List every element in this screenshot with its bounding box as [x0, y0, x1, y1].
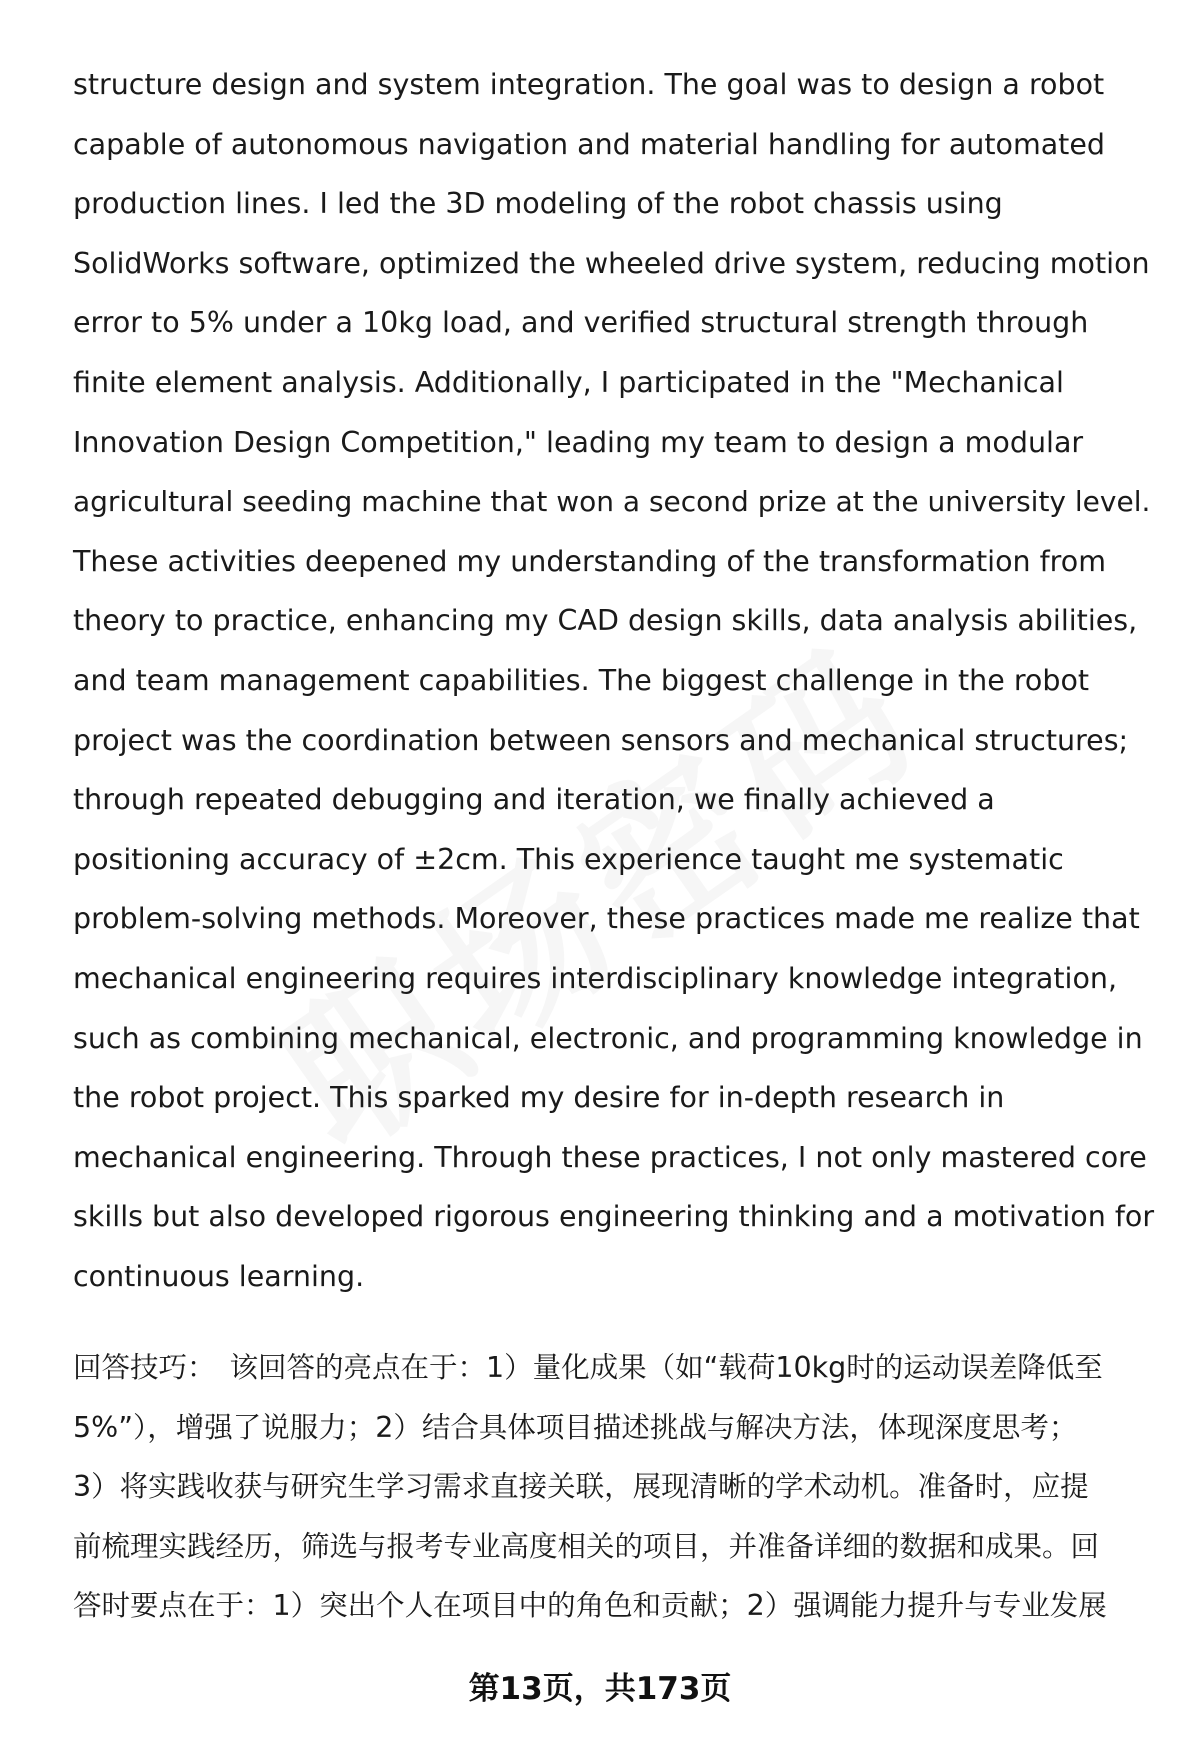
body-line: These activities deepened my understanding of the transformation from — [73, 544, 1106, 578]
body-line: problem-solving methods. Moreover, these practices made me realize that — [73, 902, 1140, 936]
tips-line: 5%”），增强了说服力；2）结合具体项目描述挑战与解决方法，体现深度思考； — [73, 1410, 1078, 1444]
body-line: through repeated debugging and iteration, we finally achieved a — [73, 783, 995, 817]
body-line: SolidWorks software, optimized the wheeled drive system, reducing motion — [73, 246, 1150, 280]
tips-line: 3）将实践收获与研究生学习需求直接关联，展现清晰的学术动机。准备时，应提 — [73, 1470, 1089, 1504]
body-line: Innovation Design Competition," leading my team to design a modular — [73, 425, 1084, 459]
tips-line: 答时要点在于：1）突出个人在项目中的角色和贡献；2）强调能力提升与专业发展 — [73, 1589, 1107, 1623]
body-line: error to 5% under a 10kg load, and verified structural strength through — [73, 306, 1089, 340]
body-line: positioning accuracy of ±2cm. This experience taught me systematic — [73, 842, 1064, 876]
body-line: production lines. I led the 3D modeling of the robot chassis using — [73, 187, 1003, 221]
body-line: skills but also developed rigorous engineering thinking and a motivation for — [73, 1200, 1155, 1234]
body-line: project was the coordination between sensors and mechanical structures; — [73, 723, 1129, 757]
body-line: finite element analysis. Additionally, I participated in the "Mechanical — [73, 365, 1064, 399]
body-line: mechanical engineering requires interdisciplinary knowledge integration, — [73, 961, 1118, 995]
answer-tips — [73, 1338, 1163, 1636]
tips-line — [73, 1338, 1163, 1398]
body-line: such as combining mechanical, electronic, and programming knowledge in — [73, 1021, 1143, 1055]
page-number: 第13页，共173页 — [468, 1671, 732, 1707]
tips-line: 前梳理实践经历，筛选与报考专业高度相关的项目，并准备详细的数据和成果。回 — [73, 1529, 1100, 1563]
body-line: and team management capabilities. The biggest challenge in the robot — [73, 663, 1090, 697]
body-line: continuous learning. — [73, 1259, 365, 1293]
body-line: agricultural seeding machine that won a second prize at the university level. — [73, 485, 1151, 519]
body-line: theory to practice, enhancing my CAD design skills, data analysis abilities, — [73, 604, 1138, 638]
answer-body — [73, 55, 1163, 1306]
body-line: mechanical engineering. Through these practices, I not only mastered core — [73, 1140, 1147, 1174]
tips-first-line: 该回答的亮点在于：1）量化成果（如“载荷10kg时的运动误差降低至 — [229, 1351, 1103, 1384]
tips-label: 回答技巧： — [73, 1351, 216, 1384]
body-line: the robot project. This sparked my desire for in-depth research in — [73, 1081, 1005, 1115]
body-line: capable of autonomous navigation and material handling for automated — [73, 127, 1105, 161]
body-line: structure design and system integration. The goal was to design a robot — [73, 68, 1105, 101]
